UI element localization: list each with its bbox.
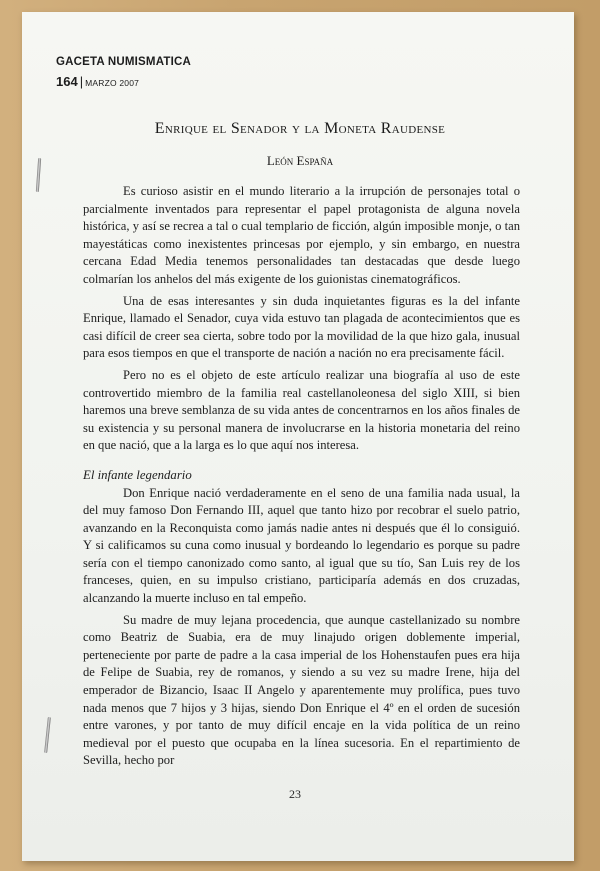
section-heading: El infante legendario [83, 467, 192, 482]
issue-date: MARZO 2007 [85, 78, 140, 88]
paragraph: Una de esas interesantes y sin duda inquietantes figuras es la del infante Enrique, llamado el Senador, cuya vida estuvo tan plagada de acontecimientos que es casi difícil de creer sea cierta, sobre todo por la movilidad de la que hizo gala, inusual para esos tiempos en que el transporte de nación a nación no era precisamente fácil. [83, 293, 520, 361]
article-author: León España [266, 153, 334, 168]
paragraph: Don Enrique nació verdaderamente en el seno de una familia nada usual, la del muy famoso Don Fernando III, aquel que tanto hizo por recobrar el suelo patrio, avanzando en la Reconquista como jamás nadie antes ni después que él lo consiguió. Y si calificamos su cuna como inusual y bordeando lo legendario es porque su padre sería con el tiempo canonizado como santo, al igual que su tío, San Luis rey de los franceses, quien, en su impulso cristiano, participaría además en dos cruzadas, alcanzando la muerte incluso en tal empeño. [83, 485, 520, 606]
article-body [83, 183, 520, 774]
issue-number: 164 [56, 74, 78, 89]
issue-line [56, 73, 139, 91]
paragraph: Pero no es el objeto de este artículo realizar una biografía al uso de este controvertido miembro de la familia real castellanoleonesa del siglo XIII, si bien haremos una breve semblanza de su vida antes de concentrarnos en los años finales de su existencia y su personal manera de involucrarse en la historia monetaria del reino en que nació, que a la larga es lo que aquí nos interesa. [83, 367, 520, 453]
article-title: Enrique el Senador y la Moneta Raudense [154, 120, 446, 137]
paragraph: Su madre de muy lejana procedencia, que aunque castellanizado su nombre como Beatriz de Suabia, era de muy linajudo origen doblemente imperial, perteneciente por parte de padre a la casa imperial de los Hohenstaufen pues era hija de Felipe de Suabia, rey de romanos, y siendo a su vez su madre Irene, hija del emperador de Bizancio, Isaac II Angelo y aparentemente muy prolífica, pues tuvo nada menos que 7 hijos y 3 hijas, siendo Don Enrique el 4º en el orden de sucesión entre varones, y por tanto de muy difícil encaje en la vida política de un reino medieval por el puesto que ocupaba en la línea sucesoria. En el repartimiento de Sevilla, hecho por [83, 612, 520, 768]
issue-separator: | [79, 74, 84, 89]
paragraph: Es curioso asistir en el mundo literario a la irrupción de personajes total o parcialmente inventados para representar el papel protagonista de alguna novela histórica, y así se recrea a tal o cual templario de ficción, algún imposible monje, o tan mayestáticas como inexistentes princesas por ejemplo, y sin embargo, en nuestra cercana Edad Media tenemos personalidades tan destacadas que desde luego colmarían los anhelos del más exigente de los guionistas cinematográficos. [83, 184, 520, 286]
magazine-name: GACETA NUMISMATICA [56, 56, 191, 68]
page-number: 23 [289, 787, 301, 801]
